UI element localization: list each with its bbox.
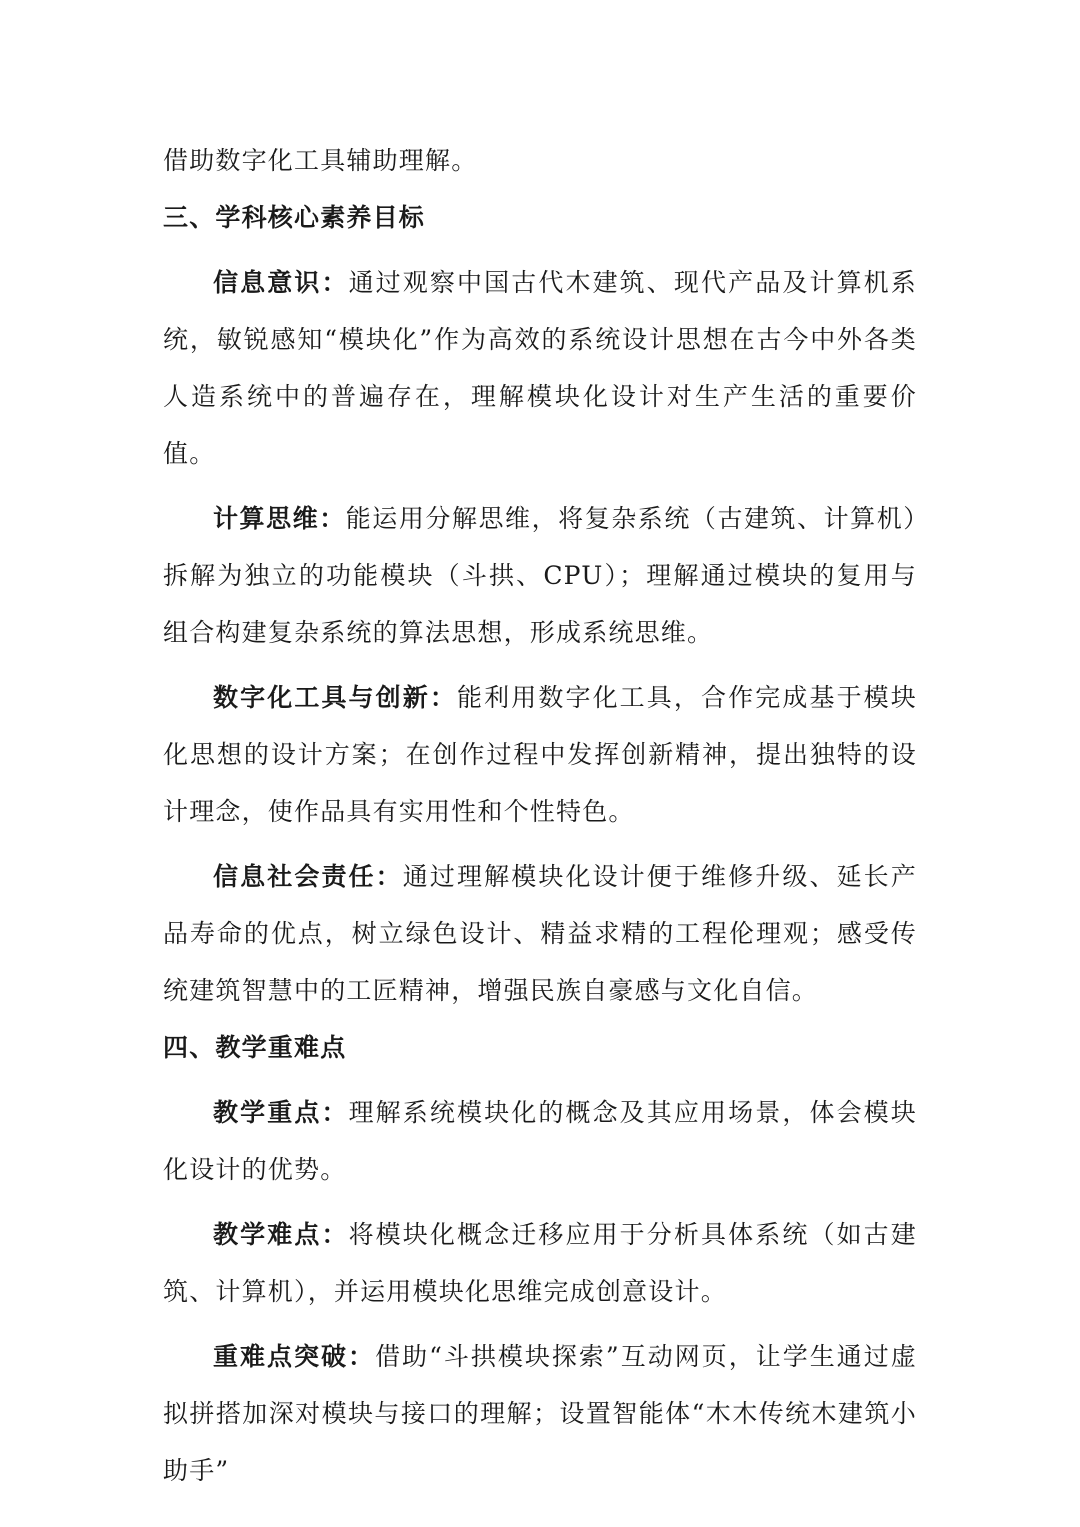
section-heading-core-literacy: 三、学科核心素养目标: [163, 203, 426, 232]
paragraph-text: 将模块化概念迁移应用于分析具体系统（如古建筑、计算机），并运用模块化思维完成创意设计。: [163, 1220, 917, 1306]
paragraph-label: 重难点突破：: [213, 1342, 376, 1371]
paragraph-label: 信息社会责任：: [213, 862, 403, 891]
paragraph-text: 能运用分解思维，将复杂系统（古建筑、计算机）拆解为独立的功能模块（斗拱、CPU）；理解通过模块的复用与组合构建复杂系统的算法思想，形成系统思维。: [163, 504, 917, 647]
document-body: [163, 132, 917, 1499]
paragraph-information-social-responsibility: [163, 848, 917, 1019]
paragraph-text: 理解系统模块化的概念及其应用场景，体会模块化设计的优势。: [163, 1098, 917, 1184]
paragraph-label: 教学难点：: [213, 1220, 349, 1249]
paragraph-label: 数字化工具与创新：: [213, 683, 458, 712]
paragraph-information-awareness: [163, 254, 917, 482]
paragraph-digital-tools-innovation: [163, 669, 917, 840]
paragraph-teaching-difficulty: [163, 1206, 917, 1320]
paragraph-teaching-focus: [163, 1084, 917, 1198]
paragraph-label: 信息意识：: [213, 268, 349, 297]
paragraph-text: 借助“斗拱模块探索”互动网页，让学生通过虚拟拼搭加深对模块与接口的理解；设置智能体“木木传统木建筑小助手”: [163, 1342, 918, 1485]
paragraph-breakthrough: [163, 1328, 917, 1499]
continuation-text: 借助数字化工具辅助理解。: [163, 146, 478, 175]
paragraph-computational-thinking: [163, 490, 917, 661]
paragraph-label: 计算思维：: [213, 504, 346, 533]
paragraph-text: 通过观察中国古代木建筑、现代产品及计算机系统，敏锐感知“模块化”作为高效的系统设计思想在古今中外各类人造系统中的普遍存在，理解模块化设计对生产生活的重要价值。: [163, 268, 917, 468]
continuation-paragraph: [163, 132, 917, 189]
paragraph-text: 通过理解模块化设计便于维修升级、延长产品寿命的优点，树立绿色设计、精益求精的工程伦理观；感受传统建筑智慧中的工匠精神，增强民族自豪感与文化自信。: [163, 862, 917, 1005]
paragraph-label: 教学重点：: [213, 1098, 349, 1127]
section-heading-key-difficult-points: 四、教学重难点: [163, 1033, 347, 1062]
paragraph-text: 能利用数字化工具，合作完成基于模块化思想的设计方案；在创作过程中发挥创新精神，提出独特的设计理念，使作品具有实用性和个性特色。: [163, 683, 917, 826]
